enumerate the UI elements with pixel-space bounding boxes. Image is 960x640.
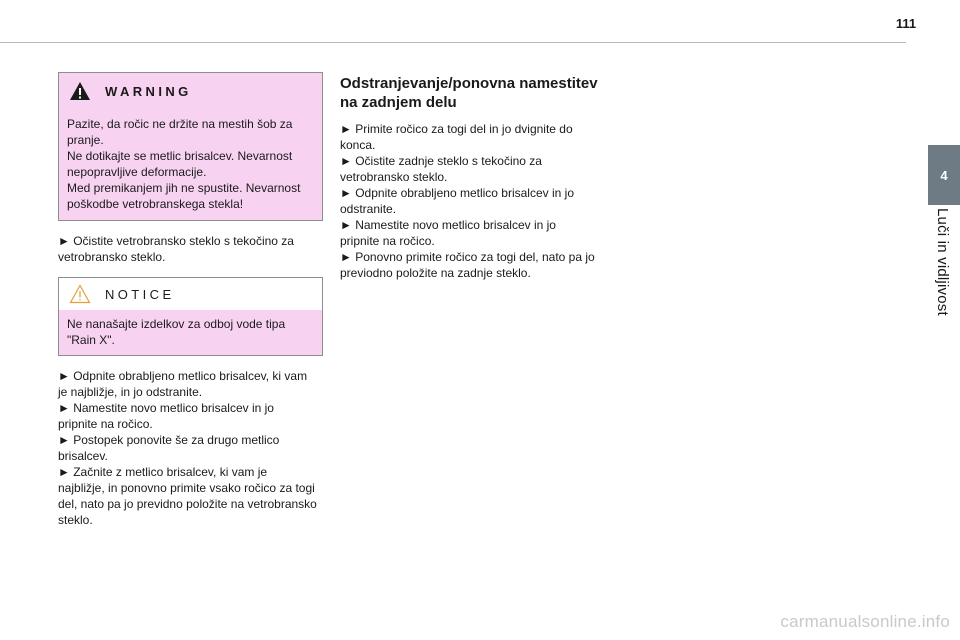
warning-box <box>58 72 323 221</box>
notice-box <box>58 277 323 356</box>
notice-header <box>59 278 322 310</box>
notice-label: NOTICE <box>105 286 175 302</box>
header-rule <box>0 42 906 43</box>
warning-header <box>59 73 322 109</box>
footer-watermark[interactable]: carmanualsonline.info <box>780 612 950 631</box>
warning-text: Pazite, da ročic ne držite na mestih šob za pranje. Ne dotikajte se metlic brisalcev. Nevarnost nepopravljive deformacije. Med premikanjem jih ne spustite. Nevarnost poškodbe vetrobranskega stekla! <box>67 117 301 211</box>
middle-column <box>340 74 610 281</box>
chapter-number: 4 <box>940 167 948 183</box>
chapter-title <box>928 208 960 348</box>
front-wiper-steps: ► Odpnite obrabljeno metlico brisalcev, ki vam je najbližje, in jo odstranite. ► Namestite novo metlico brisalcev in jo pripnite na ročico. ► Postopek ponovite še za drugo metlico brisalcev. ► Začnite z metlico brisalcev, ki vam je najbližje, in ponovno primite vsako ročico za togi del, nato pa jo previdno položite na vetrobransko steklo. <box>58 369 317 527</box>
warning-body <box>59 109 322 220</box>
step-clean-windscreen: ► Očistite vetrobransko steklo s tekočino za vetrobransko steklo. <box>58 234 294 264</box>
chapter-title-text: Luči in vidljivost <box>934 208 951 316</box>
notice-triangle-icon <box>69 284 91 304</box>
warning-triangle-icon <box>69 81 91 101</box>
page-number: 111 <box>895 16 917 31</box>
notice-body <box>59 310 322 355</box>
rear-wiper-steps: ► Primite ročico za togi del in jo dvignite do konca. ► Očistite zadnje steklo s tekočino za vetrobransko steklo. ► Odpnite obrabljeno metlico brisalcev in jo odstranite. ► Namestite novo metlico brisalcev in jo pripnite na ročico. ► Ponovno primite ročico za togi del, nato pa jo previodno položite na zadnje steklo. <box>340 122 595 280</box>
warning-label: WARNING <box>105 83 192 99</box>
chapter-tab[interactable] <box>928 145 960 205</box>
left-column <box>58 72 323 528</box>
notice-text: Ne nanašajte izdelkov za odboj vode tipa "Rain X". <box>67 317 286 347</box>
section-title: Odstranjevanje/ponovna namestitev na zadnjem delu <box>340 75 598 111</box>
